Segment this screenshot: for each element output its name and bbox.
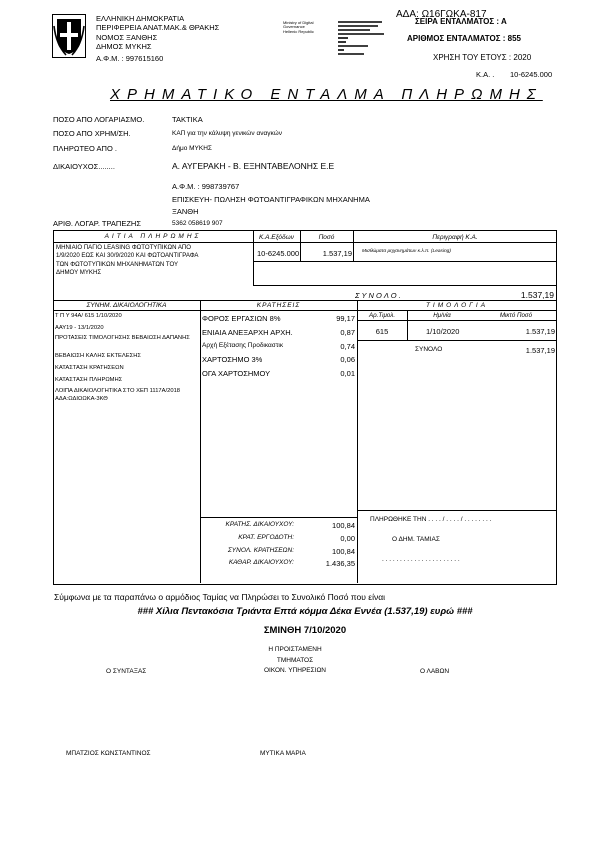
invoices-total-value: 1.537,19 xyxy=(525,346,555,355)
info-label: ΔΙΚΑΙΟΥΧΟΣ........ xyxy=(53,162,115,171)
info-value: Δήμο ΜΥΚΗΣ xyxy=(172,145,212,152)
cause-line: ΔΗΜΟΥ ΜΥΚΗΣ xyxy=(56,268,102,276)
composer-name: ΜΠΑΤΖΙΟΣ ΚΩΝΣΤΑΝΤΙΝΟΣ xyxy=(66,750,151,757)
total-value: 1.537,19 xyxy=(520,290,554,300)
head-title-line: ΤΜΗΜΑΤΟΣ xyxy=(276,656,314,664)
info-label: ΠΟΣΟ ΑΠΟ ΛΟΓΑΡΙΑΣΜΟ. xyxy=(53,115,145,124)
invoice-col-header: Αρ.Τιμολ. xyxy=(368,312,396,319)
digital-signature-stamp xyxy=(283,21,314,34)
info-value: ΚΑΠ για την κάλυψη γενικών αναγκών xyxy=(172,130,282,137)
doc-line: ΚΑΤΑΣΤΑΣΗ ΠΛΗΡΩΜΗΣ xyxy=(55,377,123,383)
stamp-line: Ministry of Digital xyxy=(283,20,314,25)
summary-label: ΚΑΘΑΡ. ΔΙΚΑΙΟΥΧΟΥ: xyxy=(228,559,294,566)
cause-line: ΜΗΝΙΑΙΟ ΠΑΓΙΟ LEASING ΦΩΤΟΤΥΠΙΚΩΝ ΑΠΟ xyxy=(56,244,192,251)
ka-col-header: Κ.Α.Εξόδων xyxy=(259,234,294,241)
ka-value: 10-6245.000 xyxy=(510,70,553,79)
desc-col-header: Περιγραφή Κ.Α. xyxy=(432,234,478,241)
bank-label: ΑΡΙΘ. ΛΟΓΑΡ. ΤΡΑΠΕΖΗΣ xyxy=(53,219,141,228)
invoices-total-label: ΣΥΝΟΛΟ xyxy=(415,346,443,353)
info-label: ΠΛΗΡΩΤΕΟ ΑΠΟ . xyxy=(53,144,117,153)
paid-on-line: ΠΛΗΡΩΘΗΚΕ ΤΗΝ . . . . / . . . . / . . . . . . . . xyxy=(370,516,492,523)
issuer-line: ΔΗΜΟΣ ΜΥΚΗΣ xyxy=(96,42,152,52)
summary-value: 1.436,35 xyxy=(325,559,355,568)
ka-label: Κ.Α. . xyxy=(476,70,495,79)
deduction-value: 0,87 xyxy=(340,328,355,337)
closing-statement: Σύμφωνα με τα παραπάνω ο αρμόδιος Ταμίας να Πληρώσει το Συνολικό Ποσό που είναι xyxy=(54,592,386,602)
deduction-name: Αρχή Εξέτασης Προδικαστικ xyxy=(202,342,284,349)
cause-line: 1/9/2020 ΕΩΣ ΚΑΙ 30/9/2020 ΚΑΙ ΦΩΤΟΑΝΤΙΓΡΑΦΑ xyxy=(56,252,199,260)
info-value: ΤΑΚΤΙΚΑ xyxy=(172,115,203,124)
document-title: ΧΡΗΜΑΤΙΚΟ ΕΝΤΑΛΜΑ ΠΛΗΡΩΜΗΣ xyxy=(110,86,543,103)
summary-value: 100,84 xyxy=(332,521,355,530)
deduction-value: 0,01 xyxy=(340,369,355,378)
invoices-header: ΤΙΜΟΛΟΓΙΑ xyxy=(425,302,489,309)
doc-line xyxy=(55,335,195,343)
summary-label: ΣΥΝΟΛ. ΚΡΑΤΗΣΕΩΝ: xyxy=(227,547,294,554)
payee-detail: ΕΠΙΣΚΕΥΗ- ΠΩΛΗΣΗ ΦΩΤΟΑΝΤΙΓΡΑΦΙΚΩΝ ΜΗΧΑΝΗΜΑ xyxy=(172,195,370,204)
issuer-line: Α.Φ.Μ. : 997615160 xyxy=(96,53,164,63)
info-label: ΠΟΣΟ ΑΠΟ ΧΡΗΜ/ΣΗ. xyxy=(53,129,131,138)
invoice-amount: 1.537,19 xyxy=(525,327,555,336)
head-title-line: ΟΙΚΟΝ. ΥΠΗΡΕΣΙΩΝ xyxy=(263,667,326,675)
head-name: ΜΥΤΙΚΑ ΜΑΡΙΑ xyxy=(260,750,306,757)
fiscal-year: ΧΡΗΣΗ ΤΟΥ ΕΤΟΥΣ : 2020 xyxy=(433,53,532,62)
doc-line-text: ΠΡΟΤΑΣΕΙΣ ΤΙΜΟΛΟΓΗΣΗΣ ΒΕΒΑΙΩΣΗ ΔΑΠΑΝΗΣ xyxy=(55,335,190,341)
series-label: ΣΕΙΡΑ ΕΝΤΑΛΜΑΤΟΣ : Α xyxy=(415,17,507,26)
stamp-fine-print xyxy=(338,21,388,59)
cause-text xyxy=(56,244,198,277)
doc-line-text: ΛΟΙΠΑ ΔΙΚΑΙΟΛΟΓΗΤΙΚΑ ΣΤΟ ΧΕΠ 1117Α/2018 ΑΔΑ:ΩΔΙΩΩΚΑ-3ΚΘ xyxy=(55,388,181,402)
head-title xyxy=(240,645,350,677)
deduction-value: 0,06 xyxy=(340,355,355,364)
ka-amount: 1.537,19 xyxy=(322,249,352,258)
issuer-block xyxy=(96,14,219,63)
summary-label: ΚΡΑΤΗΣ. ΔΙΚΑΙΟΥΧΟΥ: xyxy=(225,521,294,528)
deduction-value: 0,74 xyxy=(340,342,355,351)
deduction-name: ΕΝΙΑΙΑ ΑΝΕΞΑΡΧΗ ΑΡΧΗ. xyxy=(202,328,293,337)
payee-name: Α. ΑΥΓΕΡΑΚΗ - Β. ΕΞΗΝΤΑΒΕΛΟΝΗΣ Ε.Ε xyxy=(172,161,335,171)
bank-value: 5362 058619 907 xyxy=(172,220,223,227)
receiver-role: Ο ΛΑΒΩΝ xyxy=(420,668,450,675)
invoice-date: 1/10/2020 xyxy=(426,327,460,336)
stamp-line: Hellenic Republic xyxy=(283,28,314,34)
stamp-line: Governance xyxy=(283,24,305,30)
issuer-line: ΝΟΜΟΣ ΞΑΝΘΗΣ xyxy=(96,32,158,42)
amount-in-words: ### Χίλια Πεντακόσια Τριάντα Επτά κόμμα Δέκα Εννέα (1.537,19) ευρώ ### xyxy=(137,606,473,617)
deduction-name: ΧΑΡΤΟΣΗΜΟ 3% xyxy=(202,355,263,364)
deduction-value: 99,17 xyxy=(336,314,355,323)
summary-value: 100,84 xyxy=(332,547,355,556)
warrant-table xyxy=(53,230,557,585)
ka-code: 10-6245.000 xyxy=(257,249,300,258)
issuer-line: ΕΛΛΗΝΙΚΗ ΔΗΜΟΚΡΑΤΙΑ xyxy=(96,14,185,23)
coat-of-arms xyxy=(52,14,86,60)
issuer-line: ΠΕΡΙΦΕΡΕΙΑ ΑΝΑΤ.ΜΑΚ.& ΘΡΑΚΗΣ xyxy=(96,23,220,33)
warrant-number: ΑΡΙΘΜΟΣ ΕΝΤΑΛΜΑΤΟΣ : 855 xyxy=(407,34,521,43)
doc-line: ΒΕΒΑΙΩΣΗ ΚΑΛΗΣ ΕΚΤΕΛΕΣΗΣ xyxy=(55,353,142,359)
place-date: ΣΜΙΝΘΗ 7/10/2020 xyxy=(263,625,347,636)
summary-value: 0,00 xyxy=(340,534,355,543)
invoice-col-header: Μικτό Ποσό xyxy=(499,312,533,319)
treasurer-role: Ο ΔΗΜ. ΤΑΜΙΑΣ xyxy=(392,536,440,543)
deductions-header: ΚΡΑΤΗΣΕΙΣ xyxy=(256,302,301,309)
amount-col-header: Ποσό xyxy=(318,234,335,241)
doc-line: ΚΑΤΑΣΤΑΣΗ ΚΡΑΤΗΣΕΩΝ xyxy=(55,365,124,371)
payee-detail: ΞΑΝΘΗ xyxy=(172,207,199,216)
doc-line: ΑΑΥ19 - 13/1/2020 xyxy=(55,325,104,331)
docs-header: ΣΥΝΗΜ. ΔΙΚΑΙΟΛΟΓΗΤΙΚΑ xyxy=(86,302,167,309)
payee-detail: Α.Φ.Μ. : 998739767 xyxy=(172,182,240,191)
composer-role: Ο ΣΥΝΤΑΞΑΣ xyxy=(106,668,147,675)
doc-line: Τ Π Υ 94Α/ 615 1/10/2020 xyxy=(55,313,122,319)
deduction-name: ΟΓΑ ΧΑΡΤΟΣΗΜΟΥ xyxy=(202,369,271,378)
total-label: Σ Υ Ν Ο Λ Ο . xyxy=(355,291,401,300)
doc-line xyxy=(55,388,195,403)
invoice-number: 615 xyxy=(375,327,389,336)
head-title-line: Η ΠΡΟΙΣΤΑΜΕΝΗ xyxy=(268,646,322,653)
cause-line: ΤΩΝ ΦΩΤΟΤΥΠΙΚΩΝ ΜΗΧΑΝΗΜΑΤΩΝ ΤΟΥ xyxy=(56,260,179,268)
ada-code: ΑΔΑ: Ω16ΓΩΚΑ-817 xyxy=(396,9,487,20)
invoice-col-header: Ημ/νία xyxy=(433,312,451,319)
summary-label: ΚΡΑΤ. ΕΡΓΟΔΟΤΗ: xyxy=(238,534,294,541)
ka-description: Μισθώματα μηχανημάτων κ.λ.π. (Leasing) xyxy=(362,249,451,254)
treasurer-signature-dots: . . . . . . . . . . . . . . . . . . . . . . xyxy=(382,556,460,563)
cause-header: ΑΙΤΙΑ ΠΛΗΡΩΜΗΣ xyxy=(104,233,202,240)
deduction-name: ΦΟΡΟΣ ΕΡΓΑΣΙΩΝ 8% xyxy=(202,314,281,323)
